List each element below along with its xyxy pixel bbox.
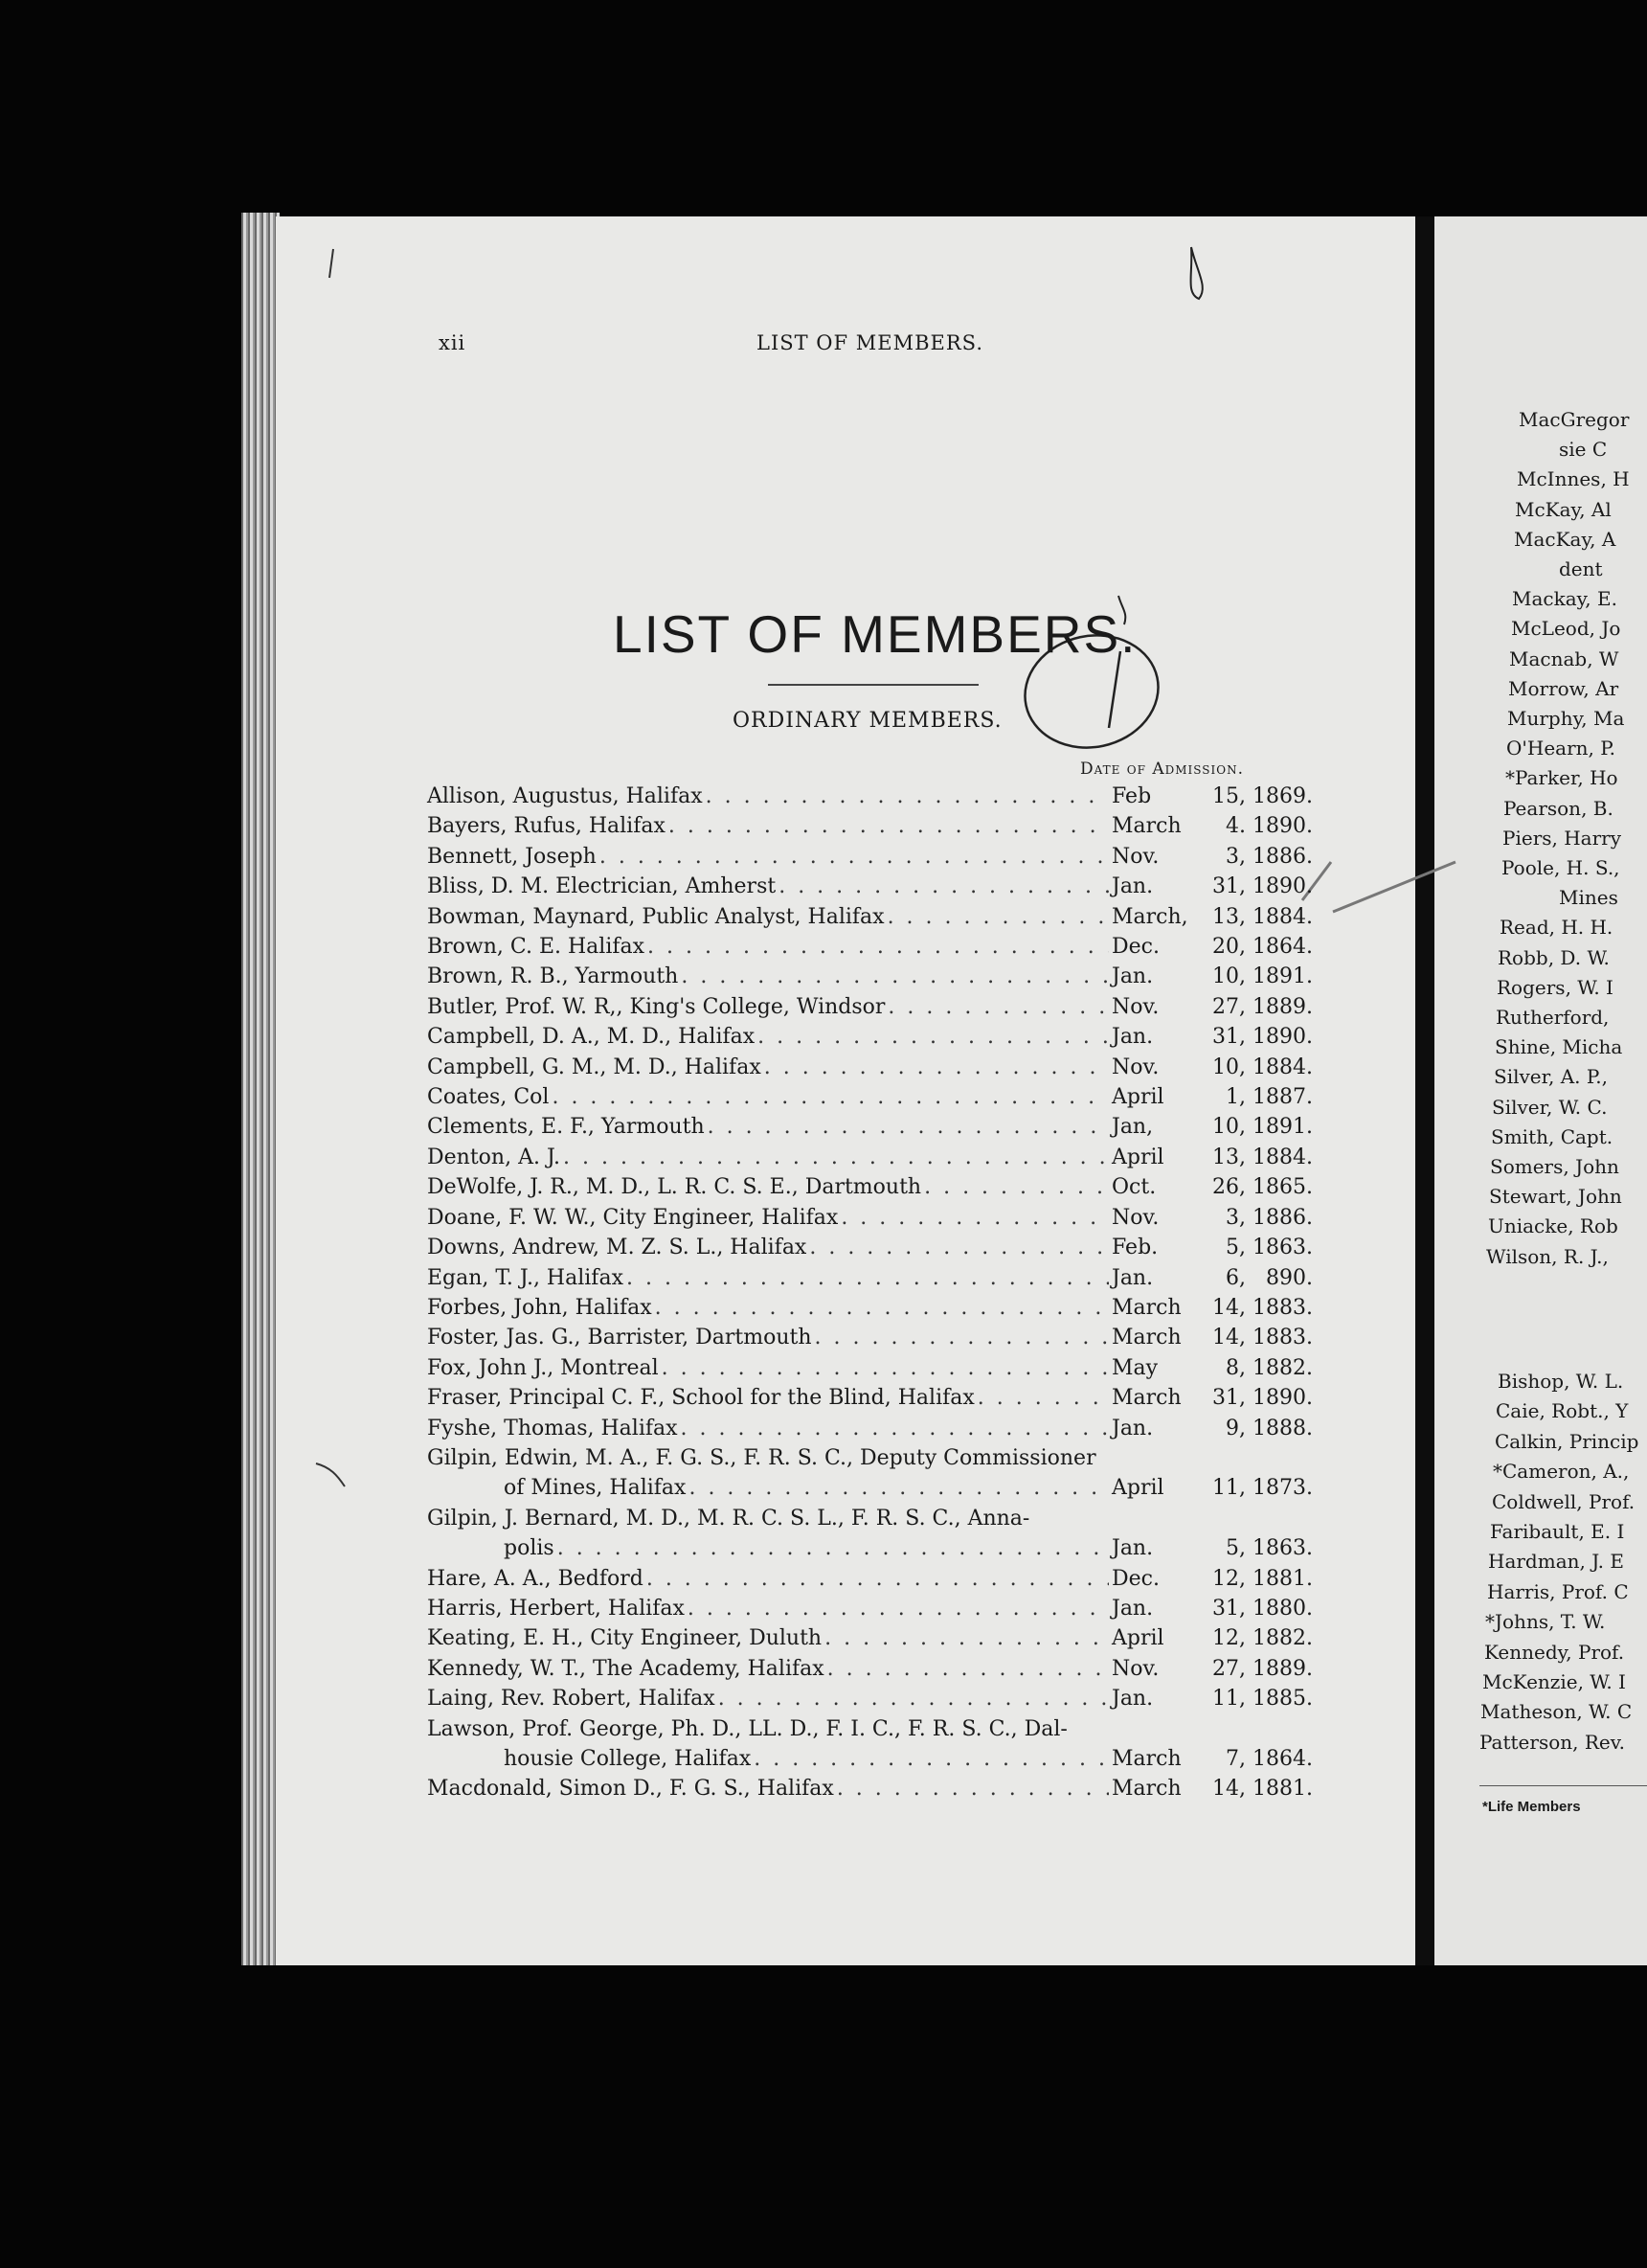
member-name: Laing, Rev. Robert, Halifax bbox=[427, 1687, 715, 1712]
partial-entry: McKenzie, W. I bbox=[1482, 1670, 1626, 1693]
dot-leader bbox=[647, 932, 1109, 962]
admission-year: 1889. bbox=[1252, 1656, 1313, 1681]
list-item bbox=[427, 1714, 1313, 1775]
section-title: ORDINARY MEMBERS. bbox=[733, 709, 1003, 733]
partial-entry: Harris, Prof. C bbox=[1487, 1579, 1629, 1603]
member-name: Egan, T. J., Halifax bbox=[427, 1265, 623, 1290]
list-item bbox=[427, 902, 1313, 932]
admission-month: Jan, bbox=[1112, 1115, 1154, 1140]
dot-leader bbox=[599, 842, 1109, 872]
list-item bbox=[427, 1594, 1313, 1623]
member-name: Bliss, D. M. Electrician, Amherst bbox=[427, 874, 777, 899]
running-title: LIST OF MEMBERS. bbox=[756, 331, 983, 354]
partial-entry: Silver, W. C. bbox=[1492, 1095, 1608, 1119]
admission-day: 3, bbox=[1226, 844, 1246, 869]
dot-leader bbox=[626, 1263, 1109, 1293]
admission-year: 1881. bbox=[1252, 1777, 1313, 1802]
admission-day: 7, bbox=[1226, 1747, 1246, 1771]
admission-month: March bbox=[1112, 1777, 1182, 1802]
partial-entry: Macnab, W bbox=[1509, 646, 1619, 670]
partial-entry: Rutherford, bbox=[1496, 1006, 1610, 1029]
member-name: Gilpin, J. Bernard, M. D., M. R. C. S. L., F. R. S. C., Anna- bbox=[427, 1506, 1030, 1531]
list-item bbox=[427, 1414, 1313, 1443]
admission-day: 31, bbox=[1212, 874, 1246, 899]
list-item bbox=[427, 872, 1313, 901]
member-name: Brown, C. E. Halifax bbox=[427, 935, 645, 960]
right-page bbox=[1434, 216, 1647, 1965]
list-item bbox=[427, 1353, 1313, 1383]
admission-year: 1890. bbox=[1252, 874, 1313, 899]
member-name: Fyshe, Thomas, Halifax bbox=[427, 1416, 678, 1440]
admission-day: 27, bbox=[1212, 1656, 1246, 1681]
page-number: xii bbox=[439, 331, 466, 354]
admission-month: Dec. bbox=[1112, 935, 1160, 960]
member-name: Forbes, John, Halifax bbox=[427, 1295, 652, 1320]
admission-day: 12, bbox=[1212, 1626, 1246, 1651]
partial-entry: dent bbox=[1559, 557, 1603, 580]
admission-month: April bbox=[1112, 1085, 1164, 1110]
member-name: Fraser, Principal C. F., School for the Blind, Halifax bbox=[427, 1386, 975, 1411]
partial-entry: Smith, Capt. bbox=[1491, 1124, 1613, 1148]
footnote-rule bbox=[1479, 1785, 1647, 1786]
member-name: Denton, A. J. bbox=[427, 1145, 561, 1169]
admission-day: 15, bbox=[1212, 784, 1246, 808]
partial-entry: Stewart, John bbox=[1489, 1185, 1622, 1209]
member-name: Allison, Augustus, Halifax bbox=[427, 784, 703, 808]
admission-year: 1890. bbox=[1252, 814, 1313, 839]
member-name: Macdonald, Simon D., F. G. S., Halifax bbox=[427, 1777, 834, 1802]
member-name: Downs, Andrew, M. Z. S. L., Halifax bbox=[427, 1236, 807, 1260]
admission-year: 1882. bbox=[1252, 1355, 1313, 1380]
admission-day: 31, bbox=[1212, 1596, 1246, 1621]
member-name: Clements, E. F., Yarmouth bbox=[427, 1115, 705, 1140]
admission-day: 1, bbox=[1226, 1085, 1246, 1110]
dot-leader bbox=[924, 1172, 1109, 1202]
admission-year: 1891. bbox=[1252, 1115, 1313, 1140]
list-item bbox=[427, 1293, 1313, 1323]
member-name: Bowman, Maynard, Public Analyst, Halifax bbox=[427, 904, 885, 929]
member-name: Foster, Jas. G., Barrister, Dartmouth bbox=[427, 1326, 812, 1350]
members-list bbox=[427, 782, 1313, 1804]
member-name: Campbell, D. A., M. D., Halifax bbox=[427, 1025, 756, 1050]
partial-entry: Pearson, B. bbox=[1503, 796, 1613, 820]
partial-entry: Silver, A. P., bbox=[1494, 1065, 1608, 1089]
member-name: Lawson, Prof. George, Ph. D., LL. D., F. I. C., F. R. S. C., Dal- bbox=[427, 1716, 1068, 1741]
admission-month: March bbox=[1112, 1386, 1182, 1411]
dot-leader bbox=[837, 1774, 1109, 1803]
dot-leader bbox=[888, 902, 1109, 932]
partial-entry: *Johns, T. W. bbox=[1485, 1610, 1606, 1634]
page-edge bbox=[241, 213, 280, 1965]
admission-year: 1885. bbox=[1252, 1687, 1313, 1712]
admission-month: Jan. bbox=[1112, 964, 1154, 989]
admission-year: 1865. bbox=[1252, 1175, 1313, 1200]
partial-entry: Mines bbox=[1559, 886, 1618, 910]
admission-month: Jan. bbox=[1112, 1687, 1154, 1712]
partial-entry: Wilson, R. J., bbox=[1486, 1244, 1609, 1268]
admission-year: 1890. bbox=[1252, 1386, 1313, 1411]
admission-day: 10, bbox=[1212, 1055, 1246, 1079]
admission-day: 14, bbox=[1212, 1777, 1246, 1802]
admission-year: 1884. bbox=[1252, 1145, 1313, 1169]
admission-month: Feb. bbox=[1112, 1236, 1159, 1260]
admission-day: 8, bbox=[1226, 1355, 1246, 1380]
partial-entry: Faribault, E. I bbox=[1490, 1520, 1625, 1543]
partial-entry: Hardman, J. E bbox=[1488, 1550, 1624, 1574]
dot-leader bbox=[681, 962, 1109, 991]
admission-month: Jan. bbox=[1112, 1265, 1154, 1290]
admission-month: March bbox=[1112, 1747, 1182, 1771]
partial-entry: Robb, D. W. bbox=[1498, 945, 1610, 969]
admission-month: March bbox=[1112, 1326, 1182, 1350]
member-name: Bennett, Joseph bbox=[427, 844, 597, 869]
admission-day: 26, bbox=[1212, 1175, 1246, 1200]
dot-leader bbox=[563, 1143, 1109, 1172]
admission-day: 31, bbox=[1212, 1386, 1246, 1411]
partial-entry: Somers, John bbox=[1490, 1155, 1619, 1178]
member-name: Fox, John J., Montreal bbox=[427, 1355, 659, 1380]
member-name-continued: polis bbox=[504, 1536, 554, 1561]
partial-entry: *Cameron, A., bbox=[1493, 1460, 1630, 1484]
admission-year: 1884. bbox=[1252, 1055, 1313, 1079]
admission-month: Nov. bbox=[1112, 1205, 1160, 1230]
partial-entry: Shine, Micha bbox=[1495, 1035, 1623, 1059]
member-name: Gilpin, Edwin, M. A., F. G. S., F. R. S. C., Deputy Commissioner bbox=[427, 1445, 1096, 1470]
list-item bbox=[427, 1172, 1313, 1202]
list-item bbox=[427, 1082, 1313, 1112]
list-item bbox=[427, 1504, 1313, 1564]
admission-day: 13, bbox=[1212, 1145, 1246, 1169]
admission-year: 1889. bbox=[1252, 994, 1313, 1019]
title-rule bbox=[768, 684, 979, 686]
admission-day: 4. bbox=[1226, 814, 1246, 839]
dot-leader bbox=[815, 1323, 1109, 1352]
list-item bbox=[427, 1564, 1313, 1594]
admission-year: 1880. bbox=[1252, 1596, 1313, 1621]
admission-year: 1886. bbox=[1252, 1205, 1313, 1230]
admission-year: 890. bbox=[1266, 1265, 1313, 1290]
admission-year: 1882. bbox=[1252, 1626, 1313, 1651]
admission-month: Jan. bbox=[1112, 1416, 1154, 1440]
dot-leader bbox=[557, 1533, 1109, 1563]
admission-year: 1883. bbox=[1252, 1295, 1313, 1320]
partial-entry: MacGregor bbox=[1519, 408, 1630, 431]
dot-leader bbox=[708, 1112, 1109, 1142]
book-gutter bbox=[1415, 216, 1434, 1965]
list-item bbox=[427, 1323, 1313, 1352]
partial-entry: sie C bbox=[1559, 438, 1608, 462]
list-item bbox=[427, 1383, 1313, 1413]
admission-year: 1869. bbox=[1252, 784, 1313, 808]
admission-month: May bbox=[1112, 1355, 1159, 1380]
admission-month: Jan. bbox=[1112, 1536, 1154, 1561]
admission-day: 5, bbox=[1226, 1536, 1246, 1561]
admission-day: 27, bbox=[1212, 994, 1246, 1019]
member-name: DeWolfe, J. R., M. D., L. R. C. S. E., Dartmouth bbox=[427, 1175, 922, 1200]
list-item bbox=[427, 842, 1313, 872]
admission-day: 13, bbox=[1212, 904, 1246, 929]
admission-month: Jan. bbox=[1112, 1596, 1154, 1621]
admission-month: March bbox=[1112, 814, 1182, 839]
list-item bbox=[427, 1774, 1313, 1803]
dot-leader bbox=[646, 1564, 1109, 1594]
list-item bbox=[427, 1203, 1313, 1233]
partial-entry: Poole, H. S., bbox=[1501, 856, 1620, 879]
admission-year: 1886. bbox=[1252, 844, 1313, 869]
admission-day: 14, bbox=[1212, 1326, 1246, 1350]
member-name: Doane, F. W. W., City Engineer, Halifax bbox=[427, 1205, 839, 1230]
member-name: Hare, A. A., Bedford bbox=[427, 1566, 643, 1591]
admission-month: Feb bbox=[1112, 784, 1152, 808]
partial-entry: Coldwell, Prof. bbox=[1492, 1489, 1636, 1513]
admission-day: 12, bbox=[1212, 1566, 1246, 1591]
list-item bbox=[427, 1112, 1313, 1142]
member-name: Harris, Herbert, Halifax bbox=[427, 1596, 685, 1621]
partial-entry: Murphy, Ma bbox=[1507, 707, 1625, 730]
admission-day: 5, bbox=[1226, 1236, 1246, 1260]
admission-month: April bbox=[1112, 1476, 1164, 1501]
list-item bbox=[427, 1684, 1313, 1713]
admission-year: 1863. bbox=[1252, 1536, 1313, 1561]
admission-day: 11, bbox=[1212, 1476, 1246, 1501]
admission-month: April bbox=[1112, 1626, 1164, 1651]
admission-year: 1863. bbox=[1252, 1236, 1313, 1260]
admission-year: 1881. bbox=[1252, 1566, 1313, 1591]
admission-month: Nov. bbox=[1112, 994, 1160, 1019]
member-name: Kennedy, W. T., The Academy, Halifax bbox=[427, 1656, 824, 1681]
dot-leader bbox=[668, 811, 1109, 841]
date-column-header: Date of Admission. bbox=[1080, 760, 1245, 779]
admission-year: 1884. bbox=[1252, 904, 1313, 929]
page-title: LIST OF MEMBERS. bbox=[613, 604, 1138, 664]
admission-month: March bbox=[1112, 1295, 1182, 1320]
dot-leader bbox=[681, 1414, 1109, 1443]
admission-day: 3, bbox=[1226, 1205, 1246, 1230]
partial-entry: Caie, Robt., Y bbox=[1496, 1399, 1629, 1423]
dot-leader bbox=[827, 1654, 1109, 1684]
list-item bbox=[427, 932, 1313, 962]
partial-entry: Rogers, W. I bbox=[1497, 975, 1613, 999]
admission-year: 1891. bbox=[1252, 964, 1313, 989]
admission-year: 1883. bbox=[1252, 1326, 1313, 1350]
member-name: Coates, Col bbox=[427, 1085, 550, 1110]
list-item bbox=[427, 782, 1313, 811]
partial-entry: O'Hearn, P. bbox=[1506, 737, 1616, 760]
member-name-continued: housie College, Halifax bbox=[504, 1747, 752, 1771]
list-item bbox=[427, 1022, 1313, 1052]
dot-leader bbox=[888, 992, 1109, 1022]
dot-leader bbox=[662, 1353, 1109, 1383]
partial-entry: McKay, Al bbox=[1515, 497, 1612, 521]
partial-entry: McInnes, H bbox=[1517, 467, 1630, 491]
partial-entry: MacKay, A bbox=[1514, 527, 1616, 551]
admission-day: 14, bbox=[1212, 1295, 1246, 1320]
member-name-continued: of Mines, Halifax bbox=[504, 1476, 687, 1501]
admission-month: March, bbox=[1112, 904, 1188, 929]
admission-month: Nov. bbox=[1112, 1055, 1160, 1079]
admission-day: 31, bbox=[1212, 1025, 1246, 1050]
dot-leader bbox=[754, 1744, 1109, 1774]
partial-entry: Uniacke, Rob bbox=[1488, 1214, 1618, 1238]
dot-leader bbox=[778, 872, 1109, 901]
member-name: Campbell, G. M., M. D., Halifax bbox=[427, 1055, 761, 1079]
admission-day: 9, bbox=[1226, 1416, 1246, 1440]
partial-entry: Calkin, Princip bbox=[1495, 1429, 1639, 1453]
admission-month: Oct. bbox=[1112, 1175, 1157, 1200]
admission-month: Nov. bbox=[1112, 1656, 1160, 1681]
dot-leader bbox=[841, 1203, 1109, 1233]
list-item bbox=[427, 962, 1313, 991]
admission-day: 6, bbox=[1226, 1265, 1246, 1290]
dot-leader bbox=[688, 1473, 1109, 1503]
list-item bbox=[427, 1053, 1313, 1082]
partial-entry: *Parker, Ho bbox=[1505, 766, 1618, 790]
dot-leader bbox=[655, 1293, 1109, 1323]
list-item bbox=[427, 1233, 1313, 1262]
admission-month: Jan. bbox=[1112, 874, 1154, 899]
partial-entry: Piers, Harry bbox=[1502, 826, 1622, 850]
admission-year: 1864. bbox=[1252, 935, 1313, 960]
dot-leader bbox=[688, 1594, 1109, 1623]
member-name: Keating, E. H., City Engineer, Duluth bbox=[427, 1626, 823, 1651]
admission-month: Dec. bbox=[1112, 1566, 1160, 1591]
list-item bbox=[427, 1623, 1313, 1653]
dot-leader bbox=[764, 1053, 1109, 1082]
admission-month: April bbox=[1112, 1145, 1164, 1169]
dot-leader bbox=[552, 1082, 1109, 1112]
dot-leader bbox=[824, 1623, 1109, 1653]
partial-entry: Mackay, E. bbox=[1512, 587, 1617, 611]
member-name: Butler, Prof. W. R,, King's College, Windsor bbox=[427, 994, 886, 1019]
partial-entry: Morrow, Ar bbox=[1508, 676, 1619, 700]
partial-entry: Bishop, W. L. bbox=[1498, 1370, 1624, 1393]
list-item bbox=[427, 1143, 1313, 1172]
list-item bbox=[427, 1263, 1313, 1293]
dot-leader bbox=[809, 1233, 1109, 1262]
footnote: *Life Members bbox=[1482, 1799, 1581, 1815]
admission-month: Nov. bbox=[1112, 844, 1160, 869]
admission-year: 1888. bbox=[1252, 1416, 1313, 1440]
partial-entry: Kennedy, Prof. bbox=[1484, 1640, 1625, 1664]
admission-year: 1864. bbox=[1252, 1747, 1313, 1771]
admission-year: 1890. bbox=[1252, 1025, 1313, 1050]
list-item bbox=[427, 1654, 1313, 1684]
member-name: Brown, R. B., Yarmouth bbox=[427, 964, 679, 989]
list-item bbox=[427, 992, 1313, 1022]
dot-leader bbox=[978, 1383, 1109, 1413]
list-item bbox=[427, 1443, 1313, 1504]
partial-entry: Matheson, W. C bbox=[1480, 1700, 1633, 1724]
dot-leader bbox=[718, 1684, 1109, 1713]
admission-year: 1873. bbox=[1252, 1476, 1313, 1501]
admission-day: 11, bbox=[1212, 1687, 1246, 1712]
partial-entry: Patterson, Rev. bbox=[1479, 1730, 1626, 1754]
dot-leader bbox=[706, 782, 1109, 811]
partial-entry: McLeod, Jo bbox=[1511, 617, 1621, 641]
admission-month: Jan. bbox=[1112, 1025, 1154, 1050]
dot-leader bbox=[757, 1022, 1109, 1052]
admission-day: 10, bbox=[1212, 1115, 1246, 1140]
list-item bbox=[427, 811, 1313, 841]
partial-entry: Read, H. H. bbox=[1500, 916, 1613, 940]
admission-day: 20, bbox=[1212, 935, 1246, 960]
admission-day: 10, bbox=[1212, 964, 1246, 989]
member-name: Bayers, Rufus, Halifax bbox=[427, 814, 666, 839]
admission-year: 1887. bbox=[1252, 1085, 1313, 1110]
